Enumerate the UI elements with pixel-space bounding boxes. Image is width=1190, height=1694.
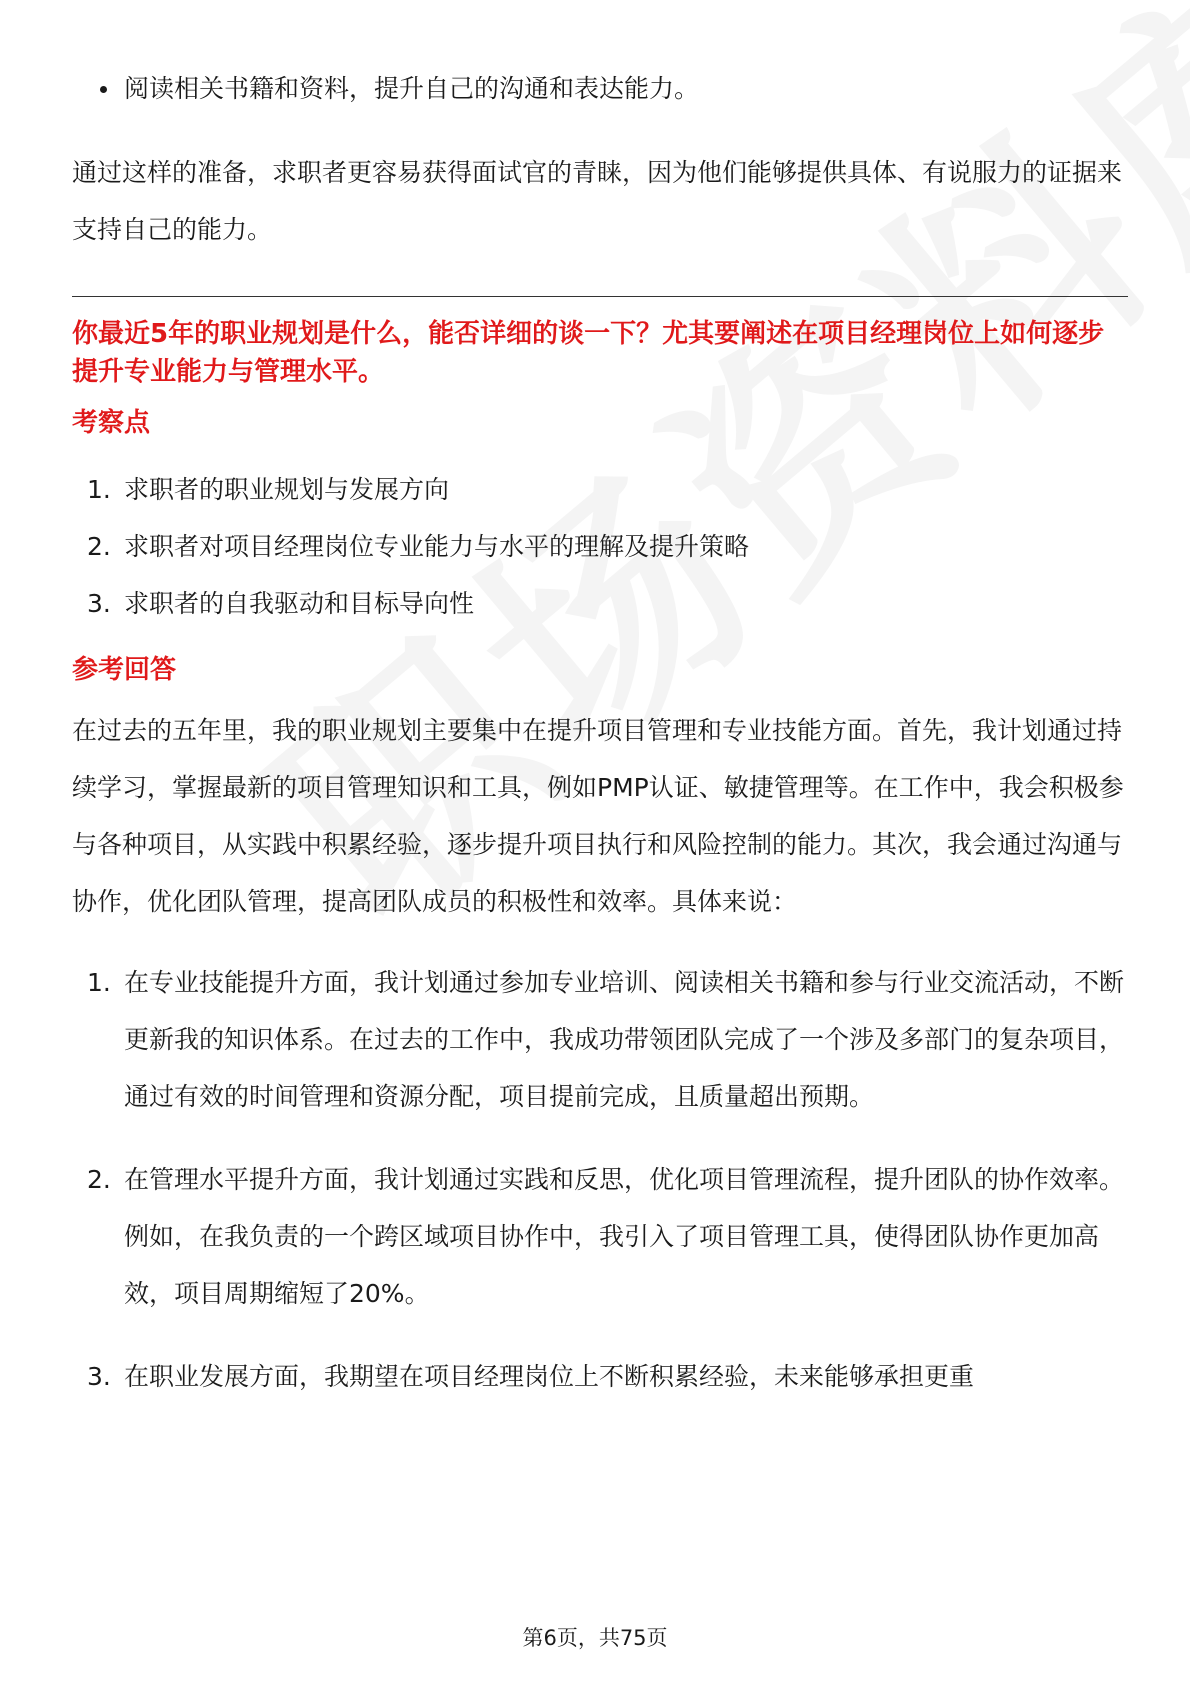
intro-paragraph: 通过这样的准备，求职者更容易获得面试官的青睐，因为他们能够提供具体、有说服力的证据来支持自己的能力。 [72, 158, 1123, 244]
list-item-text: 求职者的自我驱动和目标导向性 [124, 589, 475, 618]
list-item [87, 1348, 1128, 1405]
top-bullet-list [72, 70, 1128, 108]
list-item-text: 在专业技能提升方面，我计划通过参加专业培训、阅读相关书籍和参与行业交流活动，不断更新我的知识体系。在过去的工作中，我成功带领团队完成了一个涉及多部门的复杂项目，通过有效的时间管理和资源分配，项目提前完成，且质量超出预期。 [124, 968, 1125, 1111]
list-number: 3. [87, 589, 111, 618]
answer-paragraph: 在过去的五年里，我的职业规划主要集中在提升项目管理和专业技能方面。首先，我计划通过持续学习，掌握最新的项目管理知识和工具，例如PMP认证、敏捷管理等。在工作中，我会积极参与各种项目，从实践中积累经验，逐步提升项目执行和风险控制的能力。其次，我会通过沟通与协作，优化团队管理，提高团队成员的积极性和效率。具体来说： [72, 716, 1124, 916]
kaocha-title: 考察点 [72, 408, 151, 438]
list-item-text: 求职者对项目经理岗位专业能力与水平的理解及提升策略 [124, 532, 750, 561]
list-item [87, 1151, 1128, 1322]
list-item [87, 461, 1128, 518]
list-item-text: 求职者的职业规划与发展方向 [124, 475, 450, 504]
answer-list [72, 954, 1128, 1405]
list-item [87, 518, 1128, 575]
list-number: 1. [87, 475, 111, 504]
page-footer: 第6页，共75页 [522, 1626, 668, 1650]
document-page [72, 70, 1128, 1405]
list-number: 3. [87, 1362, 111, 1391]
divider [72, 296, 1128, 297]
list-item: 阅读相关书籍和资料，提升自己的沟通和表达能力。 [124, 70, 1128, 108]
list-item-text: 在职业发展方面，我期望在项目经理岗位上不断积累经验，未来能够承担更重 [124, 1362, 975, 1391]
list-item [87, 575, 1128, 632]
list-item-text: 在管理水平提升方面，我计划通过实践和反思，优化项目管理流程，提升团队的协作效率。例如，在我负责的一个跨区域项目协作中，我引入了项目管理工具，使得团队协作更加高效，项目周期缩短了20%。 [124, 1165, 1125, 1308]
list-number: 2. [87, 532, 111, 561]
list-item [87, 954, 1128, 1125]
answer-title: 参考回答 [72, 655, 177, 685]
list-number: 1. [87, 968, 111, 997]
list-number: 2. [87, 1165, 111, 1194]
kaocha-list [72, 461, 1128, 632]
question-heading: 你最近5年的职业规划是什么，能否详细的谈一下？尤其要阐述在项目经理岗位上如何逐步提升专业能力与管理水平。 [72, 319, 1105, 387]
